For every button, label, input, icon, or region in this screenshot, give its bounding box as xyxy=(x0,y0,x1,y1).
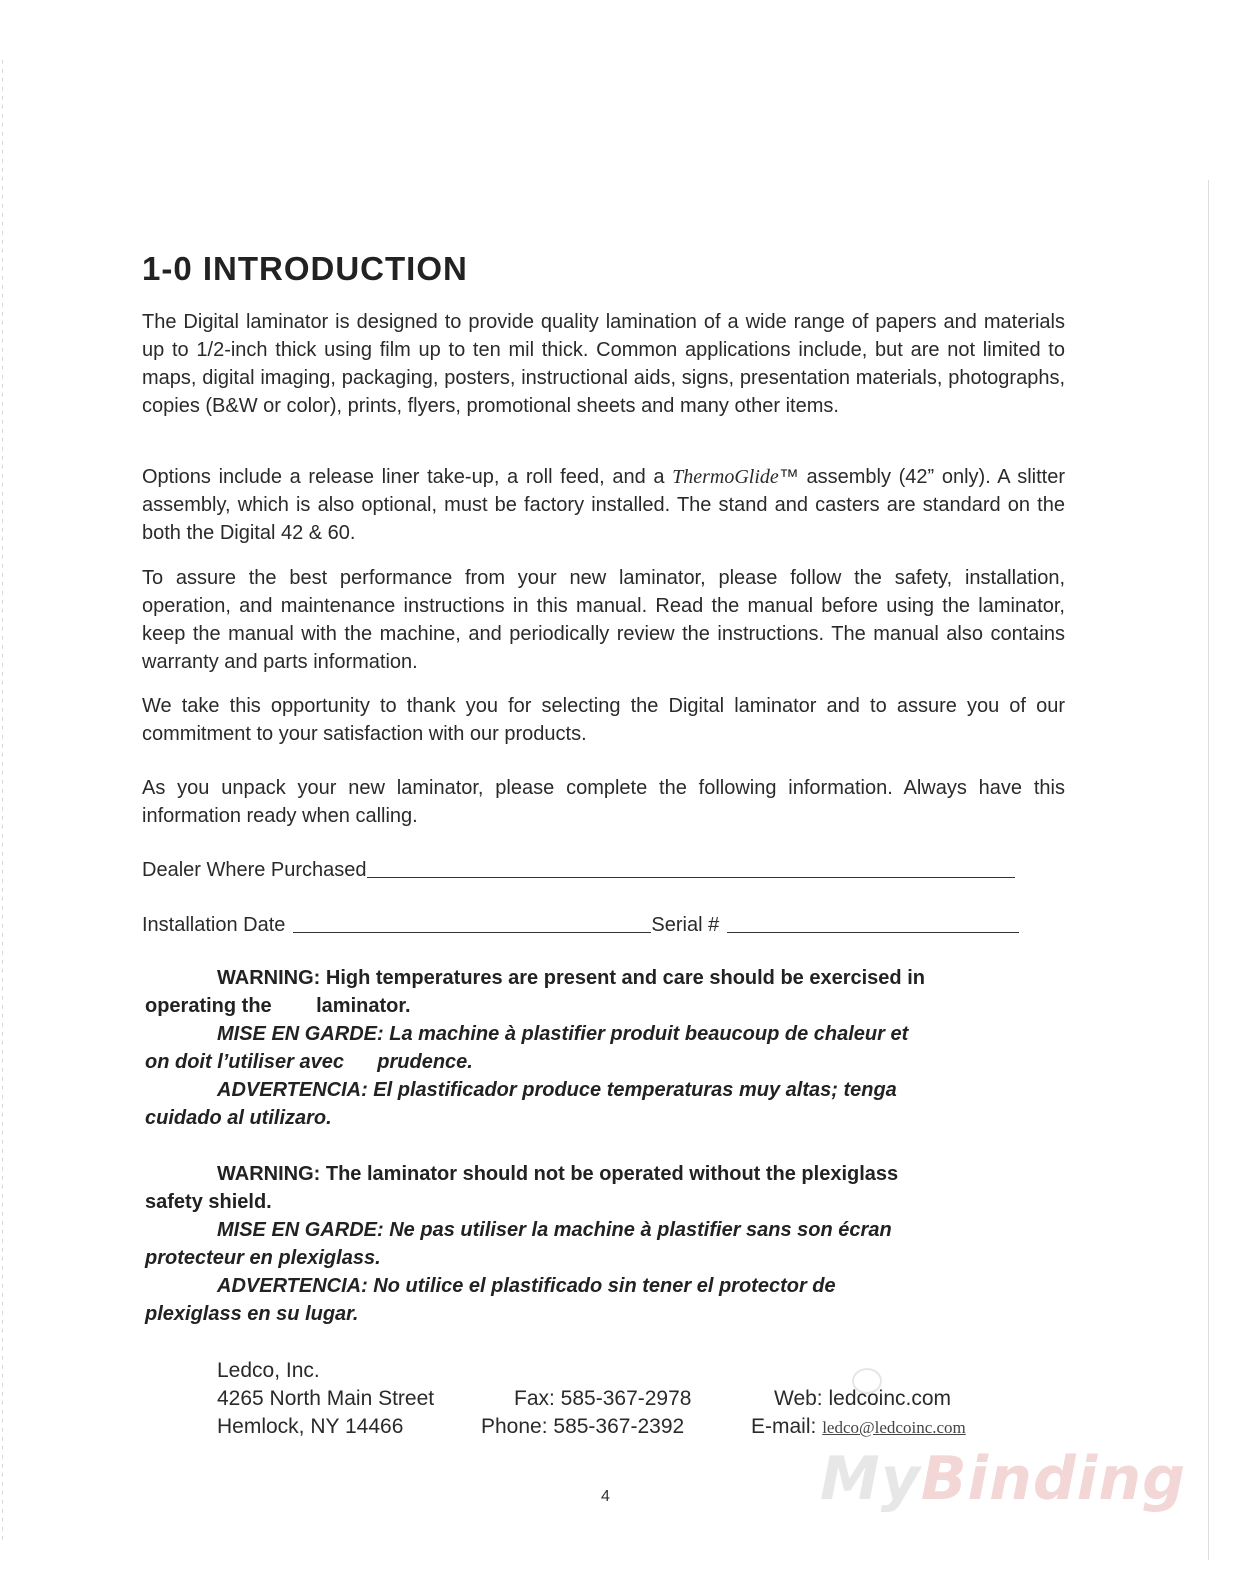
watermark-part2: Binding xyxy=(920,1444,1187,1514)
company-name: Ledco, Inc. xyxy=(217,1359,320,1382)
email-label: E-mail: xyxy=(751,1415,823,1438)
shield-warning-fr-line1: MISE EN GARDE: Ne pas utiliser la machine à plastifier sans son écran xyxy=(217,1219,892,1241)
email-row xyxy=(751,1413,966,1442)
dealer-blank-line xyxy=(367,876,1015,878)
performance-paragraph: To assure the best performance from your new laminator, please follow the safety, installation, operation, and maintenance instructions in this manual. Read the manual before using the laminator, keep the manual with the machine, and periodically review the instructions. The manual also contains warranty and parts information. xyxy=(142,567,1065,673)
options-paragraph xyxy=(142,463,1065,547)
mybinding-watermark xyxy=(820,1444,1186,1514)
heat-warning-fr-line2: on doit l’utiliser avec prudence. xyxy=(145,1051,473,1073)
options-text-start: Options include a release liner take-up, a roll feed, and a xyxy=(142,466,673,488)
heat-warning-en-line2: operating the laminator. xyxy=(145,995,411,1017)
shield-warning-en-line2: safety shield. xyxy=(145,1191,272,1213)
installation-date-label: Installation Date xyxy=(142,914,286,936)
serial-blank-line xyxy=(727,931,1019,933)
installation-date-blank-line xyxy=(293,931,651,933)
shield-warning-es-line1: ADVERTENCIA: No utilice el plastificado sin tener el protector de xyxy=(217,1275,836,1297)
shield-warning-en-line1: WARNING: The laminator should not be operated without the plexiglass xyxy=(217,1163,899,1185)
heat-warning-en-line1: WARNING: High temperatures are present and care should be exercised in xyxy=(217,967,925,989)
unpack-paragraph: As you unpack your new laminator, please complete the following information. Always have this information ready when calling. xyxy=(142,777,1065,827)
watermark-part1: My xyxy=(820,1444,921,1514)
scan-edge-line xyxy=(1208,180,1209,1560)
page-number: 4 xyxy=(601,1488,610,1505)
serial-label: Serial # xyxy=(651,914,720,936)
contact-address xyxy=(217,1357,434,1441)
thermoglide-brand: ThermoGlide xyxy=(672,466,779,488)
thanks-paragraph: We take this opportunity to thank you for selecting the Digital laminator and to assure you of our commitment to your satisfaction with our products. xyxy=(142,695,1065,745)
email-link[interactable]: ledco@ledcoinc.com xyxy=(822,1418,966,1437)
shield-warning xyxy=(145,1160,1067,1328)
shield-warning-fr-line2: protecteur en plexiglass. xyxy=(145,1247,381,1269)
intro-paragraph: The Digital laminator is designed to provide quality lamination of a wide range of papers and materials up to 1/2-inch thick using film up to ten mil thick. Common applications include, but are not limited to maps, digital imaging, packaging, posters, instructional aids, signs, presentation materials, photographs, copies (B&W or color), prints, flyers, promotional sheets and many other items. xyxy=(142,311,1065,417)
heat-warning xyxy=(145,964,1067,1132)
street-address: 4265 North Main Street xyxy=(217,1387,435,1410)
installation-row xyxy=(142,907,1062,937)
web-address: Web: ledcoinc.com xyxy=(774,1387,952,1410)
city-address: Hemlock, NY 14466 xyxy=(217,1415,404,1438)
dealer-row xyxy=(142,852,1062,882)
fax-number: Fax: 585-367-2978 xyxy=(514,1387,692,1410)
heat-warning-es-line2: cuidado al utilizaro. xyxy=(145,1107,332,1129)
shield-warning-es-line2: plexiglass en su lugar. xyxy=(145,1303,359,1325)
dealer-label: Dealer Where Purchased xyxy=(142,859,367,881)
heat-warning-es-line1: ADVERTENCIA: El plastificador produce temperaturas muy altas; tenga xyxy=(217,1079,897,1101)
phone-number: Phone: 585-367-2392 xyxy=(481,1415,685,1438)
heat-warning-fr-line1: MISE EN GARDE: La machine à plastifier produit beaucoup de chaleur et xyxy=(217,1023,909,1045)
page-title: 1-0 INTRODUCTION xyxy=(142,250,468,287)
scan-edge-marks xyxy=(2,60,3,1540)
options-text-end: ™ assembly (42” only). A slitter assembly, which is also optional, must be factory installed. The stand and casters are standard on the both the Digital 42 & 60. xyxy=(142,466,1065,544)
